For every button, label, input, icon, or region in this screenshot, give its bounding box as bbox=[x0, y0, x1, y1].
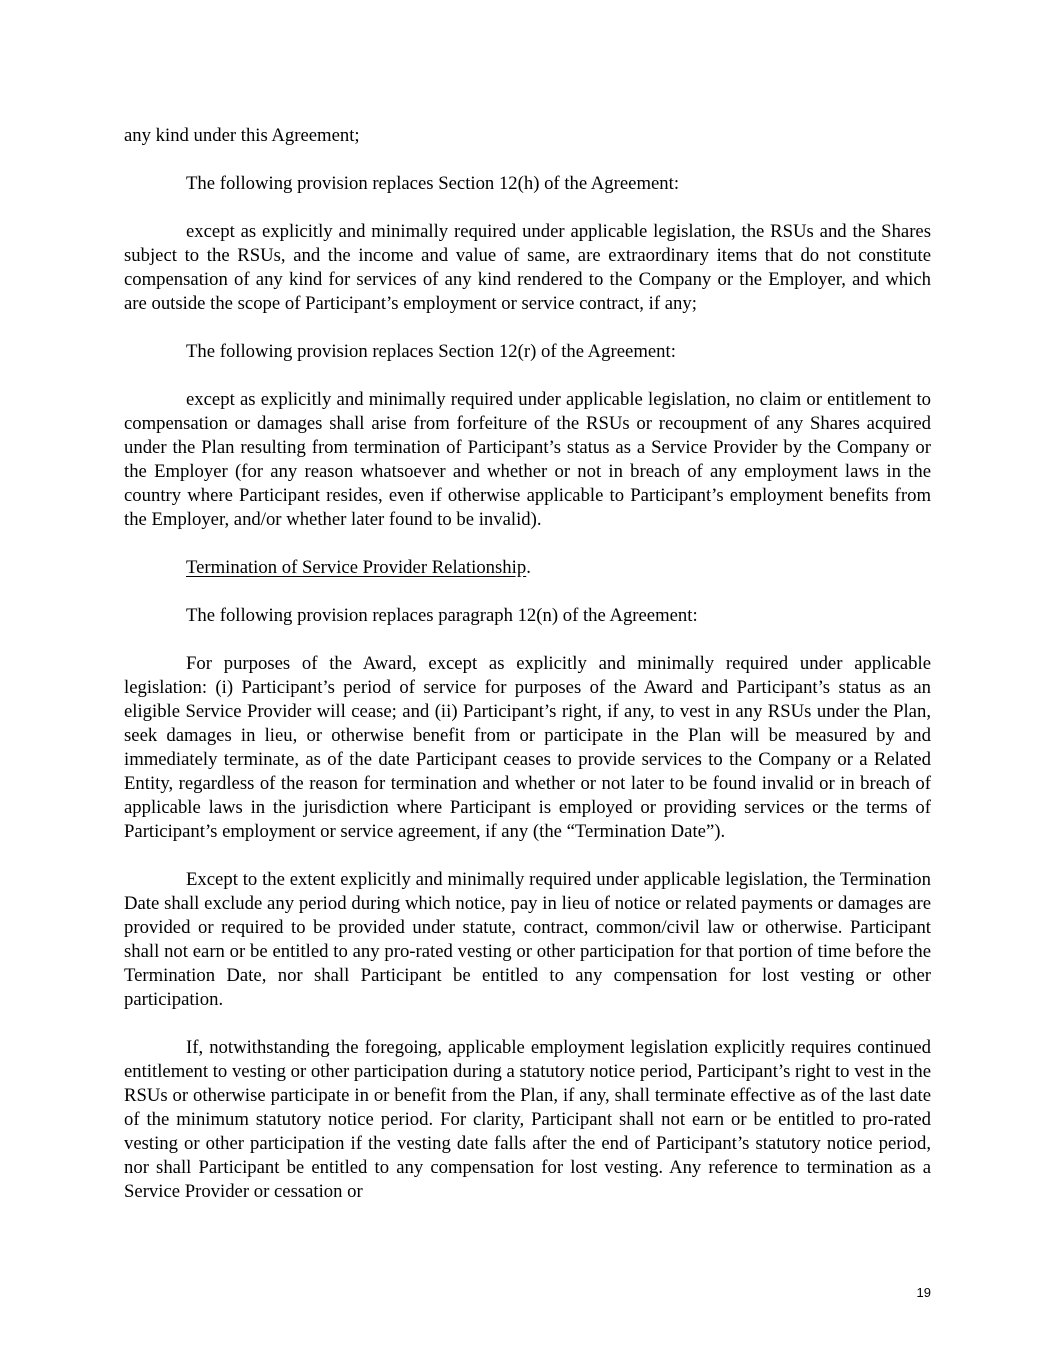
paragraph-continuation: any kind under this Agreement; bbox=[124, 125, 360, 146]
paragraph-statutory-notice: If, notwithstanding the foregoing, applicable employment legislation explicitly requires continued entitlement to vesting or other participation during a statutory notice period, Participant’s right to vest in the RSUs or otherwise participate in or benefit from the Plan, if any, shall terminate effective as of the last date of the minimum statutory notice period. For clarity, Participant shall not earn or be entitled to pro-rated vesting or other participation if the vesting date falls after the end of Participant’s statutory notice period, nor shall Participant be entitled to any compensation for lost vesting. Any reference to termination as a Service Provider or cessation or bbox=[124, 1037, 932, 1202]
paragraph-section-12h-text: except as explicitly and minimally required under applicable legislation, the RSUs and the Shares subject to the RSUs, and the income and value of same, are extraordinary items that do not constitute compensation of any kind for services of any kind rendered to the Company or the Employer, and which are outside the scope of Participant’s employment or service contract, if any; bbox=[124, 221, 931, 314]
page-number: 19 bbox=[916, 1285, 931, 1300]
section-heading bbox=[124, 556, 931, 580]
section-heading-text: Termination of Service Provider Relationship bbox=[186, 557, 527, 578]
body-text bbox=[124, 124, 931, 1204]
section-heading-period: . bbox=[526, 557, 531, 578]
paragraph-termination-date: Except to the extent explicitly and minimally required under applicable legislation, the Termination Date shall exclude any period during which notice, pay in lieu of notice or related payments or damages are provided or required to be provided under statute, contract, common/civil law or otherwise. Participant shall not earn or be entitled to any pro-rated vesting or other participation for that portion of time before the Termination Date, nor shall Participant be entitled to any compensation for lost vesting or other participation. bbox=[124, 869, 931, 1010]
paragraph-section-12r-intro: The following provision replaces Section 12(r) of the Agreement: bbox=[186, 341, 676, 362]
paragraph-section-12n-intro: The following provision replaces paragraph 12(n) of the Agreement: bbox=[186, 605, 698, 626]
paragraph-award-purposes: For purposes of the Award, except as explicitly and minimally required under applicable legislation: (i) Participant’s period of service for purposes of the Award and Participant’s status as an eligible Service Provider will cease; and (ii) Participant’s right, if any, to vest in any RSUs under the Plan, seek damages in lieu, or otherwise benefit from or participate in the Plan will be measured by and immediately terminate, as of the date Participant ceases to provide services to the Company or a Related Entity, regardless of the reason for termination and whether or not later to be found invalid or in breach of applicable laws in the jurisdiction where Participant is employed or providing services or the terms of Participant’s employment or service agreement, if any (the “Termination Date”). bbox=[124, 653, 931, 842]
paragraph-section-12r-text: except as explicitly and minimally required under applicable legislation, no claim or entitlement to compensation or damages shall arise from forfeiture of the RSUs or recoupment of any Shares acquired under the Plan resulting from termination of Participant’s status as a Service Provider by the Company or the Employer (for any reason whatsoever and whether or not in breach of any employment laws in the country where Participant resides, even if otherwise applicable to Participant’s employment benefits from the Employer, and/or whether later found to be invalid). bbox=[124, 389, 931, 530]
paragraph-section-12h-intro: The following provision replaces Section 12(h) of the Agreement: bbox=[186, 173, 680, 194]
